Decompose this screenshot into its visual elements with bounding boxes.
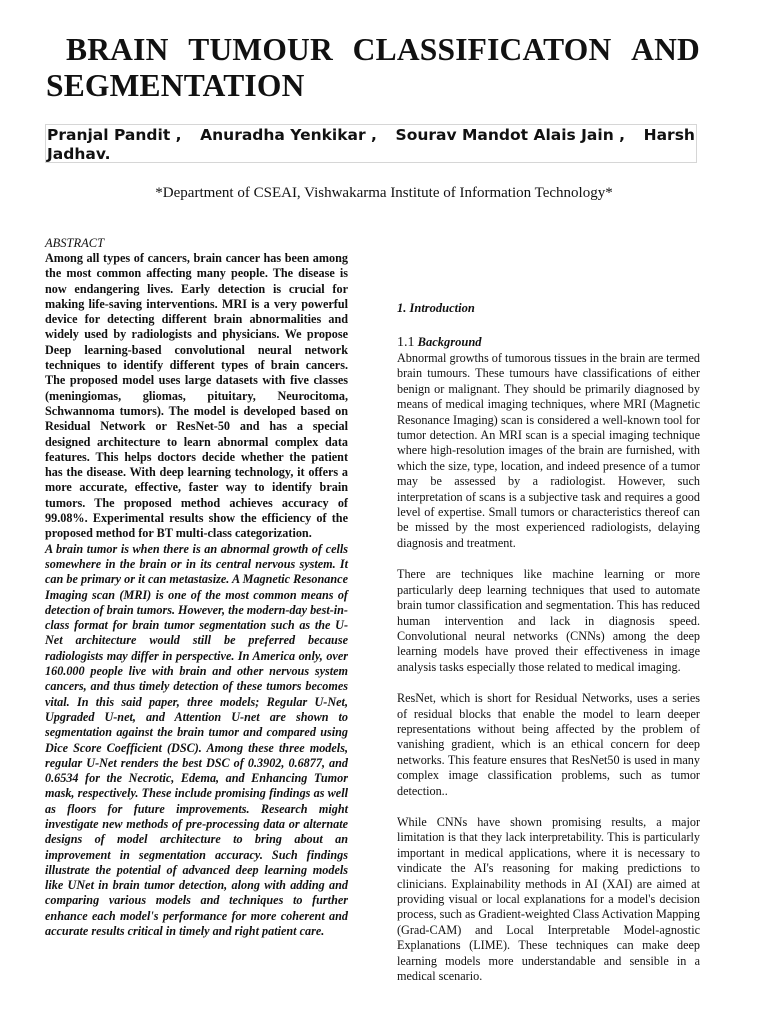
title-line-1 (46, 32, 700, 68)
intro-paragraph: While CNNs have shown promising results, a major limitation is that they lack interpretability. This is particularly important in medical applications, where it is necessary to vindicate the AI's reasoning for making predictions to clinicians. Explainability methods in AI (XAI) are aimed at providing visual or local explanations for a model's decision process, such as Gradient-weighted Class Activation Mapping (Grad-CAM) and Local Interpretable Model-agnostic Explanations (LIME). These techniques can make deep learning models more understandable and sensible in a medical scenario. (397, 814, 700, 984)
subsection-title: Background (417, 335, 482, 349)
introduction-column (397, 300, 700, 1000)
subsection-number: 1.1 (397, 335, 415, 350)
affiliation: *Department of CSEAI, Vishwakarma Institute of Information Technology* (155, 185, 613, 201)
author-name: Pranjal Pandit , (47, 126, 182, 144)
author-name: Anuradha Yenkikar , (200, 126, 377, 144)
abstract-body: Among all types of cancers, brain cancer has been among the most common affecting many people. The disease is now endangering lives. Early detection is crucial for making life-saving interventions. MRI is a very powerful device for detecting different brain abnormalities and widely used by radiologists and physicians. We propose Deep learning-based convolutional neural network techniques to identify different types of brain cancers. The proposed model uses large datasets with five classes (meningiomas, gliomas, pituitary, Neurocitoma, Schwannoma tumors). The model is developed based on Residual Network or ResNet-50 and has a special designed architecture to learn abnormal complex data features. This helps doctors decide whether the patient has the disease. With deep learning technology, it offers a more accurate, effective, faster way to identify brain tumors. The proposed method achieves accuracy of 99.08%. Experimental results show the efficiency of the proposed method for BT multi-class categorization. (45, 251, 348, 541)
author-line-1 (47, 126, 695, 145)
author-list (45, 124, 697, 163)
title-word: TUMOUR (188, 32, 333, 67)
paper-title (46, 32, 700, 104)
intro-paragraph: There are techniques like machine learning or more particularly deep learning techniques that used to automate brain tumor classification and segmentation. This has reduced human intervention and lack in diagnosis speed. Convolutional neural networks (CNNs) among the deep learning models have proved their effectiveness in image analysis tasks especially those related to medical imaging. (397, 567, 700, 674)
subsection-heading (397, 334, 700, 351)
title-word: CLASSIFICATON (352, 32, 612, 67)
section-heading: 1. Introduction (397, 301, 475, 315)
author-line-2: Jadhav. (47, 145, 111, 163)
title-word: BRAIN (66, 32, 169, 67)
abstract-heading: ABSTRACT (45, 236, 105, 250)
intro-paragraph: ResNet, which is short for Residual Networks, uses a series of residual blocks that enable the model to learn deeper representations without being affected by the problem of vanishing gradient, which is an ethical concern for deep networks. This feature ensures that ResNet50 is used in many complex image classification problems, such as tumor detection.. (397, 691, 700, 798)
author-name: Harsh (643, 126, 695, 144)
title-word: AND (631, 32, 700, 67)
author-name: Sourav Mandot Alais Jain , (395, 126, 626, 144)
abstract-italic-body: A brain tumor is when there is an abnormal growth of cells somewhere in the brain or in its central nervous system. It can be primary or it can metastasize. A Magnetic Resonance Imaging scan (MRI) is one of the most common means of detection of brain tumors. However, the modern-day best-in-class format for brain tumor segmentation such as the U-Net architecture would still be preferred because radiologists may differ in perspective. In America only, over 160.000 people live with brain and other nervous system cancers, and thus timely detection of these tumors becomes vital. In this said paper, three models; Regular U-Net, Upgraded U-net, and Attention U-net are shown to segmentation against the brain tumor and compared using Dice Score Coefficient (DSC). Among these three models, regular U-Net renders the best DSC of 0.3902, 0.6877, and 0.6534 for the Necrotic, Edema, and Enhancing Tumor mask, respectively. These include promising findings as well as floors for future improvements. Research might investigate new methods of pre-processing data or alternate designs of model architecture to bring about an improvement in segmentation accuracy. Such findings illustrate the potential of advanced deep learning models like UNet in brain tumor detection, along with adding and comparing various models and techniques to further enhance each model's performance for more coherent and accurate results critical in timely and right patient care. (45, 541, 348, 939)
abstract-column (45, 236, 348, 939)
intro-paragraph: Abnormal growths of tumorous tissues in the brain are termed brain tumours. These tumours have classifications of either benign or malignant. They should be primarily diagnosed by means of medical imaging techniques, where MRI (Magnetic Resonance Imaging) scan is considered a well-known tool for tumor detection. An MRI scan is a special imaging technique where high-resolution images of the brain are furnished, with which the size, type, location, and indeed presence of a tumor may be assessed by a radiologist. However, such interpretation of scans is a subjective task and requires a good level of expertise. Small tumors or characteristics thereof can be missed by the most experienced radiologists, delaying diagnosis and treatment. (397, 351, 700, 550)
title-line-2: SEGMENTATION (46, 68, 305, 103)
